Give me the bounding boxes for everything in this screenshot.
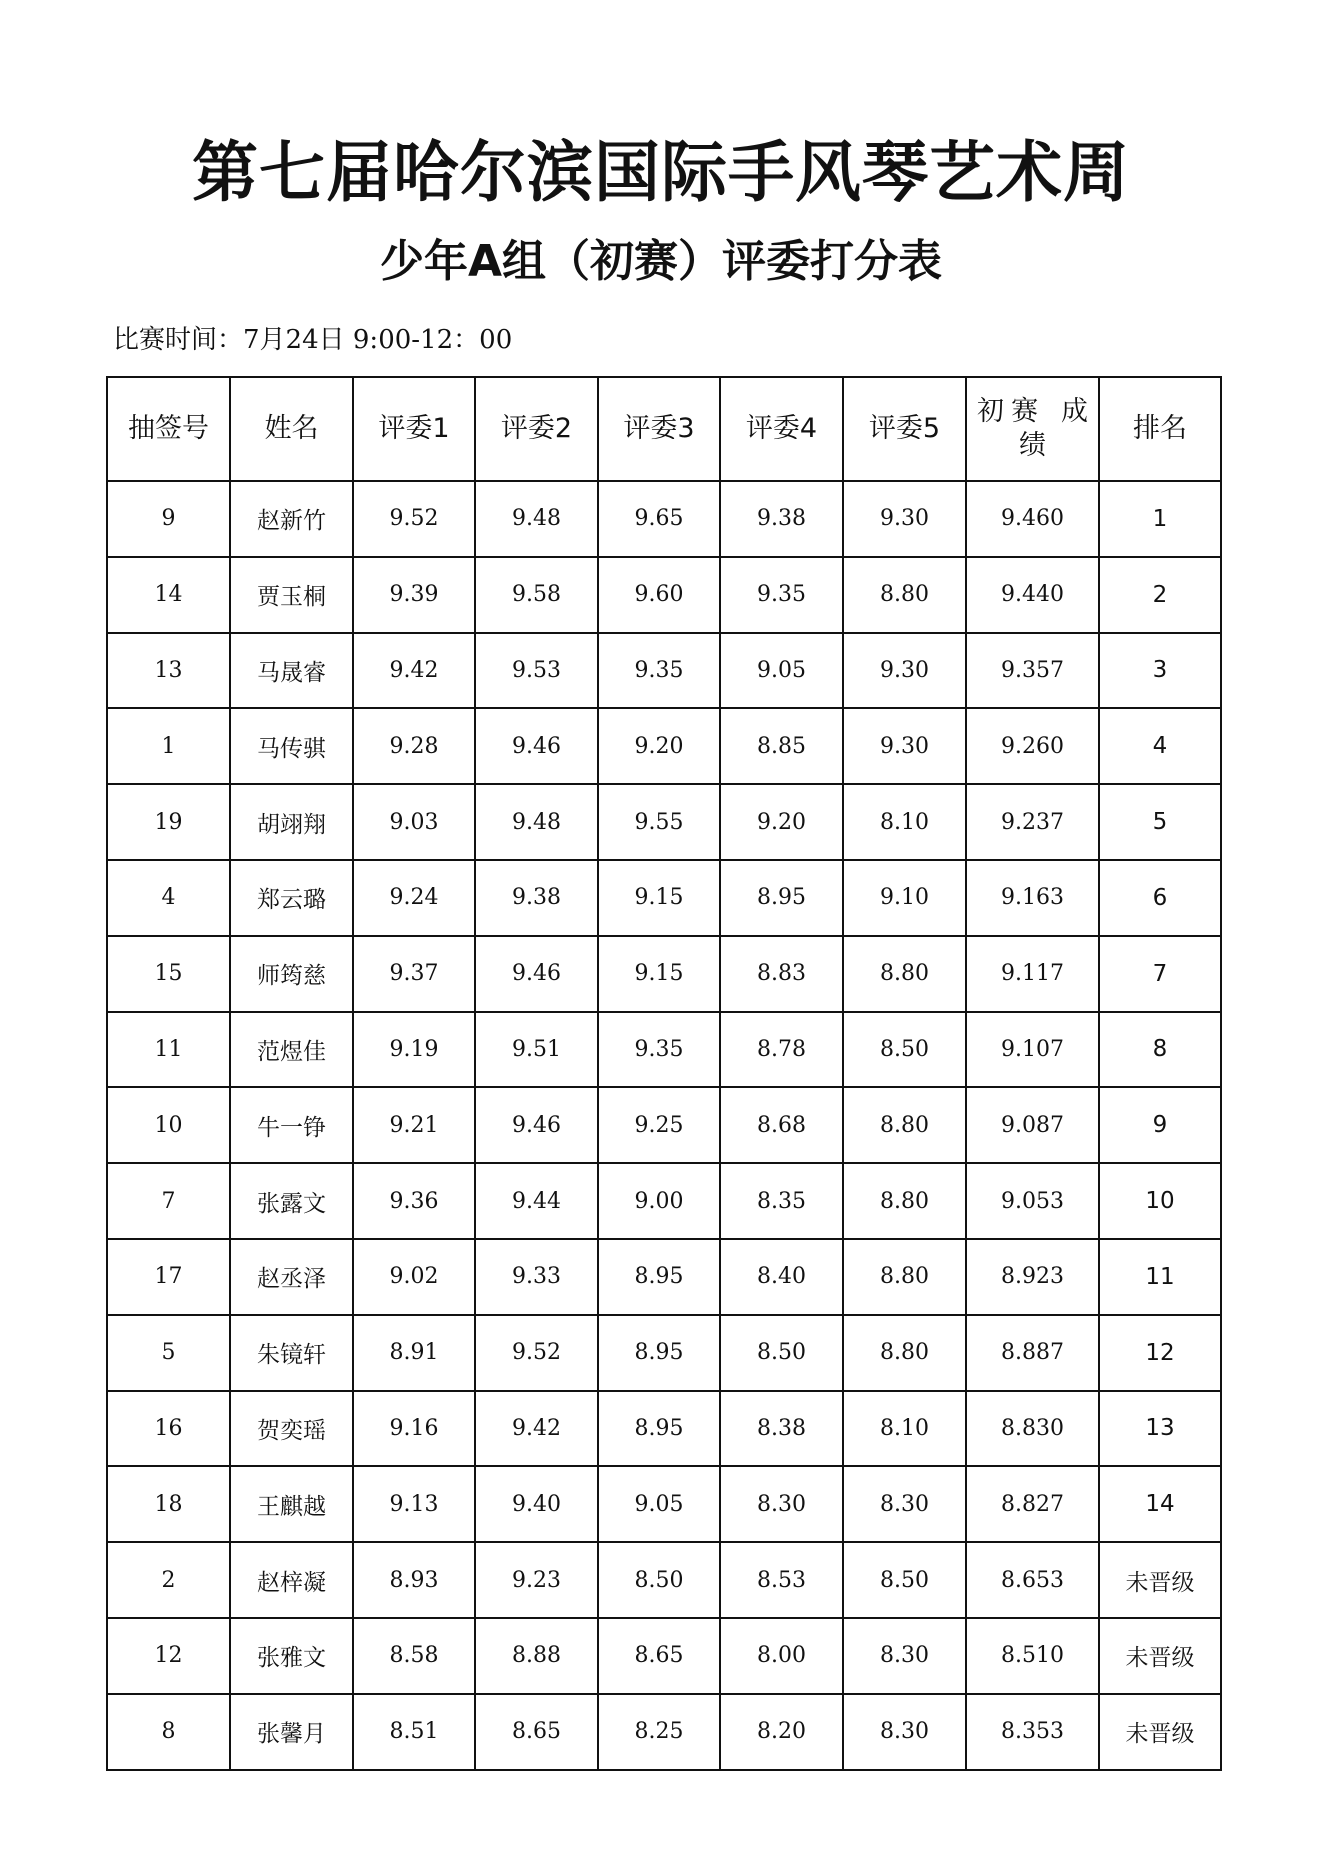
cell-name: 贾玉桐 bbox=[230, 557, 353, 633]
header-judge1: 评委1 bbox=[353, 377, 475, 481]
table-row bbox=[107, 557, 1221, 633]
cell-judge4: 9.35 bbox=[720, 557, 843, 633]
cell-rank: 8 bbox=[1099, 1012, 1221, 1088]
cell-draw-no: 10 bbox=[107, 1087, 230, 1163]
cell-judge5: 8.10 bbox=[843, 1391, 966, 1467]
cell-prelim-score: 9.260 bbox=[966, 708, 1099, 784]
cell-judge1: 9.28 bbox=[353, 708, 475, 784]
cell-judge2: 9.46 bbox=[475, 708, 598, 784]
cell-judge1: 9.42 bbox=[353, 633, 475, 709]
cell-draw-no: 5 bbox=[107, 1315, 230, 1391]
table-row bbox=[107, 1163, 1221, 1239]
table-row bbox=[107, 1542, 1221, 1618]
cell-draw-no: 19 bbox=[107, 784, 230, 860]
cell-name: 师筠慈 bbox=[230, 936, 353, 1012]
cell-prelim-score: 8.887 bbox=[966, 1315, 1099, 1391]
table-header bbox=[107, 377, 1221, 481]
cell-judge2: 9.38 bbox=[475, 860, 598, 936]
cell-prelim-score: 9.237 bbox=[966, 784, 1099, 860]
cell-rank: 未晋级 bbox=[1099, 1694, 1221, 1770]
cell-draw-no: 14 bbox=[107, 557, 230, 633]
cell-rank: 2 bbox=[1099, 557, 1221, 633]
table-row bbox=[107, 1087, 1221, 1163]
cell-name: 张雅文 bbox=[230, 1618, 353, 1694]
cell-name: 赵新竹 bbox=[230, 481, 353, 557]
score-table bbox=[106, 376, 1222, 1771]
cell-judge3: 8.25 bbox=[598, 1694, 720, 1770]
cell-judge3: 9.65 bbox=[598, 481, 720, 557]
cell-judge1: 9.21 bbox=[353, 1087, 475, 1163]
cell-rank: 11 bbox=[1099, 1239, 1221, 1315]
cell-judge3: 8.95 bbox=[598, 1239, 720, 1315]
cell-judge1: 9.37 bbox=[353, 936, 475, 1012]
cell-prelim-score: 9.163 bbox=[966, 860, 1099, 936]
cell-draw-no: 1 bbox=[107, 708, 230, 784]
table-row bbox=[107, 708, 1221, 784]
cell-judge5: 8.50 bbox=[843, 1542, 966, 1618]
cell-judge3: 9.60 bbox=[598, 557, 720, 633]
cell-judge1: 8.51 bbox=[353, 1694, 475, 1770]
cell-name: 胡翊翔 bbox=[230, 784, 353, 860]
cell-judge2: 9.23 bbox=[475, 1542, 598, 1618]
cell-rank: 9 bbox=[1099, 1087, 1221, 1163]
cell-rank: 6 bbox=[1099, 860, 1221, 936]
cell-judge2: 9.52 bbox=[475, 1315, 598, 1391]
cell-draw-no: 16 bbox=[107, 1391, 230, 1467]
cell-judge4: 8.85 bbox=[720, 708, 843, 784]
cell-draw-no: 8 bbox=[107, 1694, 230, 1770]
cell-name: 马传骐 bbox=[230, 708, 353, 784]
cell-judge1: 9.39 bbox=[353, 557, 475, 633]
cell-draw-no: 15 bbox=[107, 936, 230, 1012]
table-row bbox=[107, 1315, 1221, 1391]
cell-judge5: 9.30 bbox=[843, 708, 966, 784]
cell-draw-no: 7 bbox=[107, 1163, 230, 1239]
cell-draw-no: 2 bbox=[107, 1542, 230, 1618]
cell-judge1: 9.16 bbox=[353, 1391, 475, 1467]
header-prelim-score: 初赛 成绩 bbox=[966, 377, 1099, 481]
cell-draw-no: 11 bbox=[107, 1012, 230, 1088]
cell-name: 朱镜轩 bbox=[230, 1315, 353, 1391]
table-body bbox=[107, 481, 1221, 1770]
cell-prelim-score: 9.460 bbox=[966, 481, 1099, 557]
cell-judge4: 8.50 bbox=[720, 1315, 843, 1391]
cell-judge5: 8.30 bbox=[843, 1694, 966, 1770]
cell-name: 张馨月 bbox=[230, 1694, 353, 1770]
cell-judge2: 8.65 bbox=[475, 1694, 598, 1770]
table-row bbox=[107, 860, 1221, 936]
header-rank: 排名 bbox=[1099, 377, 1221, 481]
cell-judge5: 8.30 bbox=[843, 1618, 966, 1694]
cell-judge5: 9.30 bbox=[843, 481, 966, 557]
cell-judge2: 9.46 bbox=[475, 936, 598, 1012]
cell-name: 马晟睿 bbox=[230, 633, 353, 709]
cell-judge2: 9.33 bbox=[475, 1239, 598, 1315]
cell-name: 牛一铮 bbox=[230, 1087, 353, 1163]
header-judge5: 评委5 bbox=[843, 377, 966, 481]
cell-judge3: 9.15 bbox=[598, 860, 720, 936]
cell-rank: 10 bbox=[1099, 1163, 1221, 1239]
cell-judge4: 8.53 bbox=[720, 1542, 843, 1618]
cell-judge3: 9.55 bbox=[598, 784, 720, 860]
cell-judge3: 9.25 bbox=[598, 1087, 720, 1163]
cell-rank: 7 bbox=[1099, 936, 1221, 1012]
cell-judge5: 8.80 bbox=[843, 1315, 966, 1391]
cell-judge1: 9.52 bbox=[353, 481, 475, 557]
table-row bbox=[107, 1466, 1221, 1542]
cell-judge4: 8.40 bbox=[720, 1239, 843, 1315]
cell-name: 赵梓凝 bbox=[230, 1542, 353, 1618]
cell-judge5: 8.80 bbox=[843, 936, 966, 1012]
cell-judge4: 9.05 bbox=[720, 633, 843, 709]
cell-judge1: 8.58 bbox=[353, 1618, 475, 1694]
header-judge2: 评委2 bbox=[475, 377, 598, 481]
cell-judge3: 9.20 bbox=[598, 708, 720, 784]
header-draw-no: 抽签号 bbox=[107, 377, 230, 481]
cell-judge5: 8.80 bbox=[843, 1163, 966, 1239]
header-judge3: 评委3 bbox=[598, 377, 720, 481]
cell-judge4: 8.35 bbox=[720, 1163, 843, 1239]
table-row bbox=[107, 1694, 1221, 1770]
cell-rank: 1 bbox=[1099, 481, 1221, 557]
cell-judge3: 8.50 bbox=[598, 1542, 720, 1618]
cell-judge1: 9.19 bbox=[353, 1012, 475, 1088]
document-subtitle: 少年A组（初赛）评委打分表 bbox=[379, 236, 943, 287]
cell-draw-no: 12 bbox=[107, 1618, 230, 1694]
cell-judge3: 9.35 bbox=[598, 633, 720, 709]
table-row bbox=[107, 633, 1221, 709]
cell-judge4: 8.95 bbox=[720, 860, 843, 936]
cell-judge4: 8.38 bbox=[720, 1391, 843, 1467]
cell-judge3: 8.65 bbox=[598, 1618, 720, 1694]
cell-draw-no: 13 bbox=[107, 633, 230, 709]
match-time: 比赛时间：7月24日 9:00-12：00 bbox=[113, 325, 513, 355]
cell-judge1: 8.93 bbox=[353, 1542, 475, 1618]
cell-prelim-score: 9.357 bbox=[966, 633, 1099, 709]
cell-name: 范煜佳 bbox=[230, 1012, 353, 1088]
cell-judge5: 8.50 bbox=[843, 1012, 966, 1088]
cell-judge4: 8.00 bbox=[720, 1618, 843, 1694]
cell-judge3: 9.00 bbox=[598, 1163, 720, 1239]
cell-judge4: 8.68 bbox=[720, 1087, 843, 1163]
cell-prelim-score: 8.353 bbox=[966, 1694, 1099, 1770]
cell-draw-no: 9 bbox=[107, 481, 230, 557]
cell-judge4: 9.20 bbox=[720, 784, 843, 860]
cell-judge2: 9.58 bbox=[475, 557, 598, 633]
cell-judge1: 9.02 bbox=[353, 1239, 475, 1315]
cell-judge5: 9.30 bbox=[843, 633, 966, 709]
cell-rank: 4 bbox=[1099, 708, 1221, 784]
cell-prelim-score: 8.510 bbox=[966, 1618, 1099, 1694]
cell-judge1: 9.13 bbox=[353, 1466, 475, 1542]
cell-judge4: 8.83 bbox=[720, 936, 843, 1012]
cell-prelim-score: 9.440 bbox=[966, 557, 1099, 633]
cell-judge2: 9.51 bbox=[475, 1012, 598, 1088]
cell-judge3: 9.35 bbox=[598, 1012, 720, 1088]
table-row bbox=[107, 784, 1221, 860]
cell-judge2: 9.42 bbox=[475, 1391, 598, 1467]
table-row bbox=[107, 481, 1221, 557]
cell-judge2: 9.44 bbox=[475, 1163, 598, 1239]
cell-rank: 14 bbox=[1099, 1466, 1221, 1542]
cell-rank: 未晋级 bbox=[1099, 1542, 1221, 1618]
cell-judge2: 9.40 bbox=[475, 1466, 598, 1542]
header-name: 姓名 bbox=[230, 377, 353, 481]
cell-judge5: 8.10 bbox=[843, 784, 966, 860]
header-judge4: 评委4 bbox=[720, 377, 843, 481]
cell-draw-no: 18 bbox=[107, 1466, 230, 1542]
cell-judge5: 8.30 bbox=[843, 1466, 966, 1542]
cell-judge5: 8.80 bbox=[843, 557, 966, 633]
cell-judge4: 8.78 bbox=[720, 1012, 843, 1088]
cell-judge3: 9.05 bbox=[598, 1466, 720, 1542]
cell-prelim-score: 9.117 bbox=[966, 936, 1099, 1012]
table-row bbox=[107, 936, 1221, 1012]
cell-name: 郑云璐 bbox=[230, 860, 353, 936]
cell-prelim-score: 8.923 bbox=[966, 1239, 1099, 1315]
cell-judge2: 9.48 bbox=[475, 784, 598, 860]
header-row bbox=[107, 377, 1221, 481]
cell-prelim-score: 8.830 bbox=[966, 1391, 1099, 1467]
cell-prelim-score: 9.107 bbox=[966, 1012, 1099, 1088]
table-row bbox=[107, 1239, 1221, 1315]
cell-judge2: 9.53 bbox=[475, 633, 598, 709]
cell-name: 贺奕瑶 bbox=[230, 1391, 353, 1467]
cell-rank: 12 bbox=[1099, 1315, 1221, 1391]
cell-judge4: 8.30 bbox=[720, 1466, 843, 1542]
cell-judge3: 9.15 bbox=[598, 936, 720, 1012]
cell-draw-no: 4 bbox=[107, 860, 230, 936]
table-row bbox=[107, 1012, 1221, 1088]
cell-judge1: 8.91 bbox=[353, 1315, 475, 1391]
cell-rank: 13 bbox=[1099, 1391, 1221, 1467]
cell-judge5: 8.80 bbox=[843, 1087, 966, 1163]
cell-judge3: 8.95 bbox=[598, 1391, 720, 1467]
document-title: 第七届哈尔滨国际手风琴艺术周 bbox=[192, 134, 1130, 211]
cell-prelim-score: 9.053 bbox=[966, 1163, 1099, 1239]
table-row bbox=[107, 1618, 1221, 1694]
cell-judge5: 9.10 bbox=[843, 860, 966, 936]
cell-judge1: 9.24 bbox=[353, 860, 475, 936]
cell-name: 张露文 bbox=[230, 1163, 353, 1239]
cell-rank: 未晋级 bbox=[1099, 1618, 1221, 1694]
cell-prelim-score: 8.827 bbox=[966, 1466, 1099, 1542]
cell-name: 王麒越 bbox=[230, 1466, 353, 1542]
cell-prelim-score: 8.653 bbox=[966, 1542, 1099, 1618]
cell-judge4: 9.38 bbox=[720, 481, 843, 557]
cell-judge2: 9.46 bbox=[475, 1087, 598, 1163]
cell-prelim-score: 9.087 bbox=[966, 1087, 1099, 1163]
cell-name: 赵丞泽 bbox=[230, 1239, 353, 1315]
table-row bbox=[107, 1391, 1221, 1467]
cell-judge3: 8.95 bbox=[598, 1315, 720, 1391]
cell-judge4: 8.20 bbox=[720, 1694, 843, 1770]
cell-draw-no: 17 bbox=[107, 1239, 230, 1315]
cell-judge2: 8.88 bbox=[475, 1618, 598, 1694]
cell-judge5: 8.80 bbox=[843, 1239, 966, 1315]
cell-rank: 5 bbox=[1099, 784, 1221, 860]
cell-rank: 3 bbox=[1099, 633, 1221, 709]
cell-judge1: 9.36 bbox=[353, 1163, 475, 1239]
cell-judge1: 9.03 bbox=[353, 784, 475, 860]
cell-judge2: 9.48 bbox=[475, 481, 598, 557]
